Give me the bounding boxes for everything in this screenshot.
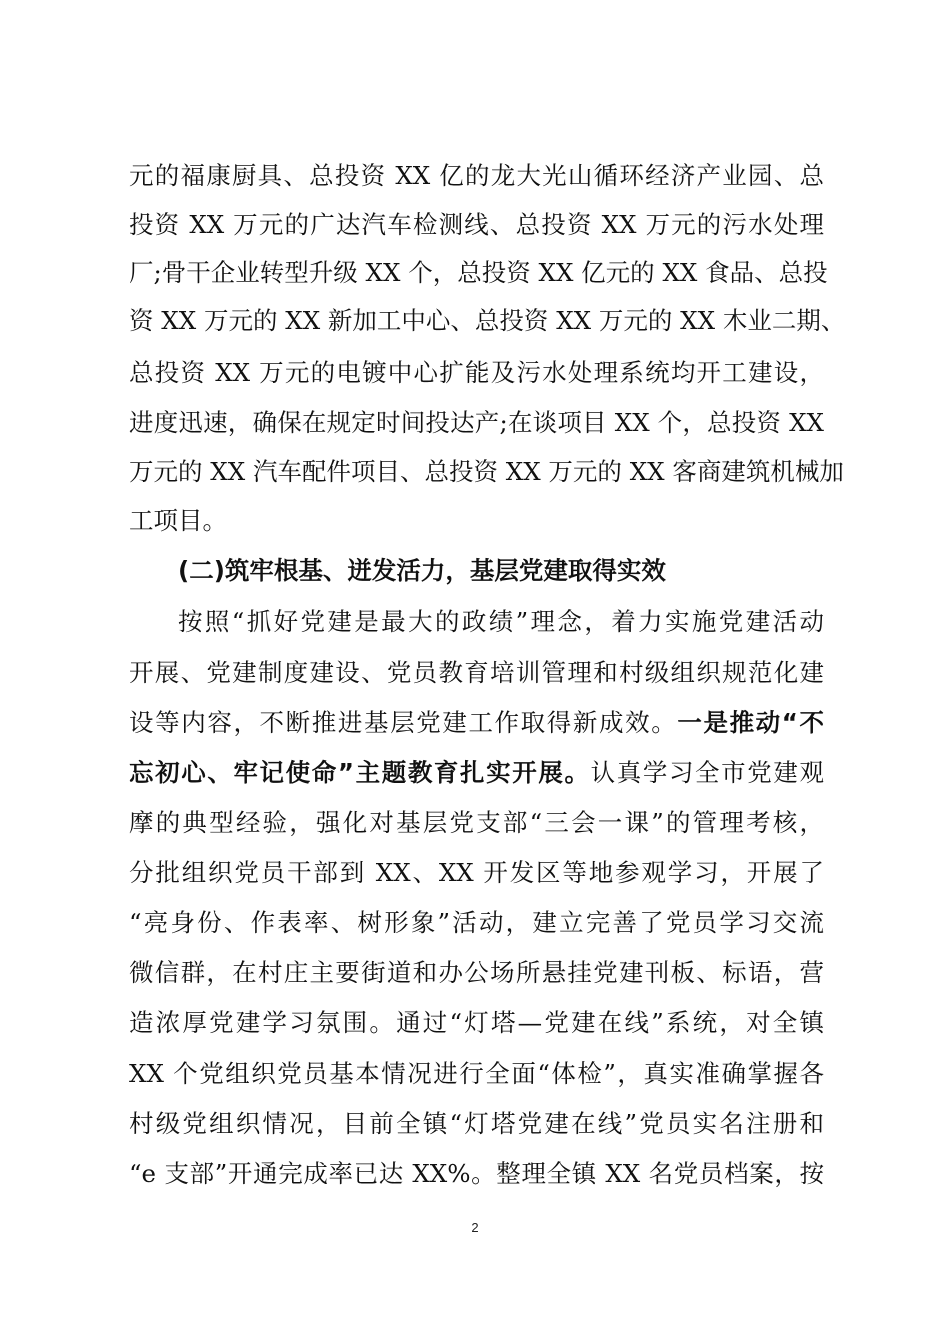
paragraph-line: 摩的典型经验，强化对基层党支部“三会一课”的管理考核， xyxy=(129,808,824,837)
bold-emphasis-text: 忘初心、牢记使命”主题教育扎实开展。 xyxy=(129,758,591,787)
paragraph-line xyxy=(129,705,824,741)
paragraph-line: 厂;骨干企业转型升级 XX 个，总投资 XX 亿元的 XX 食品、总投 xyxy=(129,258,828,287)
paragraph-line: 工项目。 xyxy=(129,506,227,535)
paragraph-text: 设等内容，不断推进基层党建工作取得新成效。 xyxy=(129,708,678,737)
bold-emphasis-text: 一是推动“不 xyxy=(677,708,825,737)
paragraph-line: 造浓厚党建学习氛围。通过“灯塔—党建在线”系统，对全镇 xyxy=(129,1008,824,1037)
paragraph-line: “e 支部”开通完成率已达 XX%。整理全镇 XX 名党员档案，按 xyxy=(129,1159,824,1188)
paragraph-line: 微信群，在村庄主要街道和办公场所悬挂党建刊板、标语，营 xyxy=(129,958,824,987)
section-heading: (二)筑牢根基、迸发活力，基层党建取得实效 xyxy=(178,556,666,585)
paragraph-line: 万元的 XX 汽车配件项目、总投资 XX 万元的 XX 客商建筑机械加 xyxy=(129,457,844,486)
paragraph-line: “亮身份、作表率、树形象”活动，建立完善了党员学习交流 xyxy=(129,908,824,937)
paragraph-line: 元的福康厨具、总投资 XX 亿的龙大光山循环经济产业园、总 xyxy=(129,161,824,190)
paragraph-line: 进度迅速，确保在规定时间投达产;在谈项目 XX 个，总投资 XX xyxy=(129,408,824,437)
paragraph-line: 村级党组织情况，目前全镇“灯塔党建在线”党员实名注册和 xyxy=(129,1109,824,1138)
page-number: 2 xyxy=(471,1220,479,1235)
paragraph-line: 按照“抓好党建是最大的政绩”理念，着力实施党建活动 xyxy=(178,607,824,636)
paragraph-line: 投资 XX 万元的广达汽车检测线、总投资 XX 万元的污水处理 xyxy=(129,210,824,239)
paragraph-line: 开展、党建制度建设、党员教育培训管理和村级组织规范化建 xyxy=(129,658,824,687)
paragraph-line xyxy=(129,755,824,791)
paragraph-line: XX 个党组织党员基本情况进行全面“体检”，真实准确掌握各 xyxy=(129,1059,824,1088)
paragraph-text: 认真学习全市党建观 xyxy=(590,758,824,787)
paragraph-line: 资 XX 万元的 XX 新加工中心、总投资 XX 万元的 XX 木业二期、 xyxy=(129,306,846,335)
paragraph-line: 分批组织党员干部到 XX、XX 开发区等地参观学习，开展了 xyxy=(129,858,824,887)
paragraph-line: 总投资 XX 万元的电镀中心扩能及污水处理系统均开工建设， xyxy=(129,358,824,387)
